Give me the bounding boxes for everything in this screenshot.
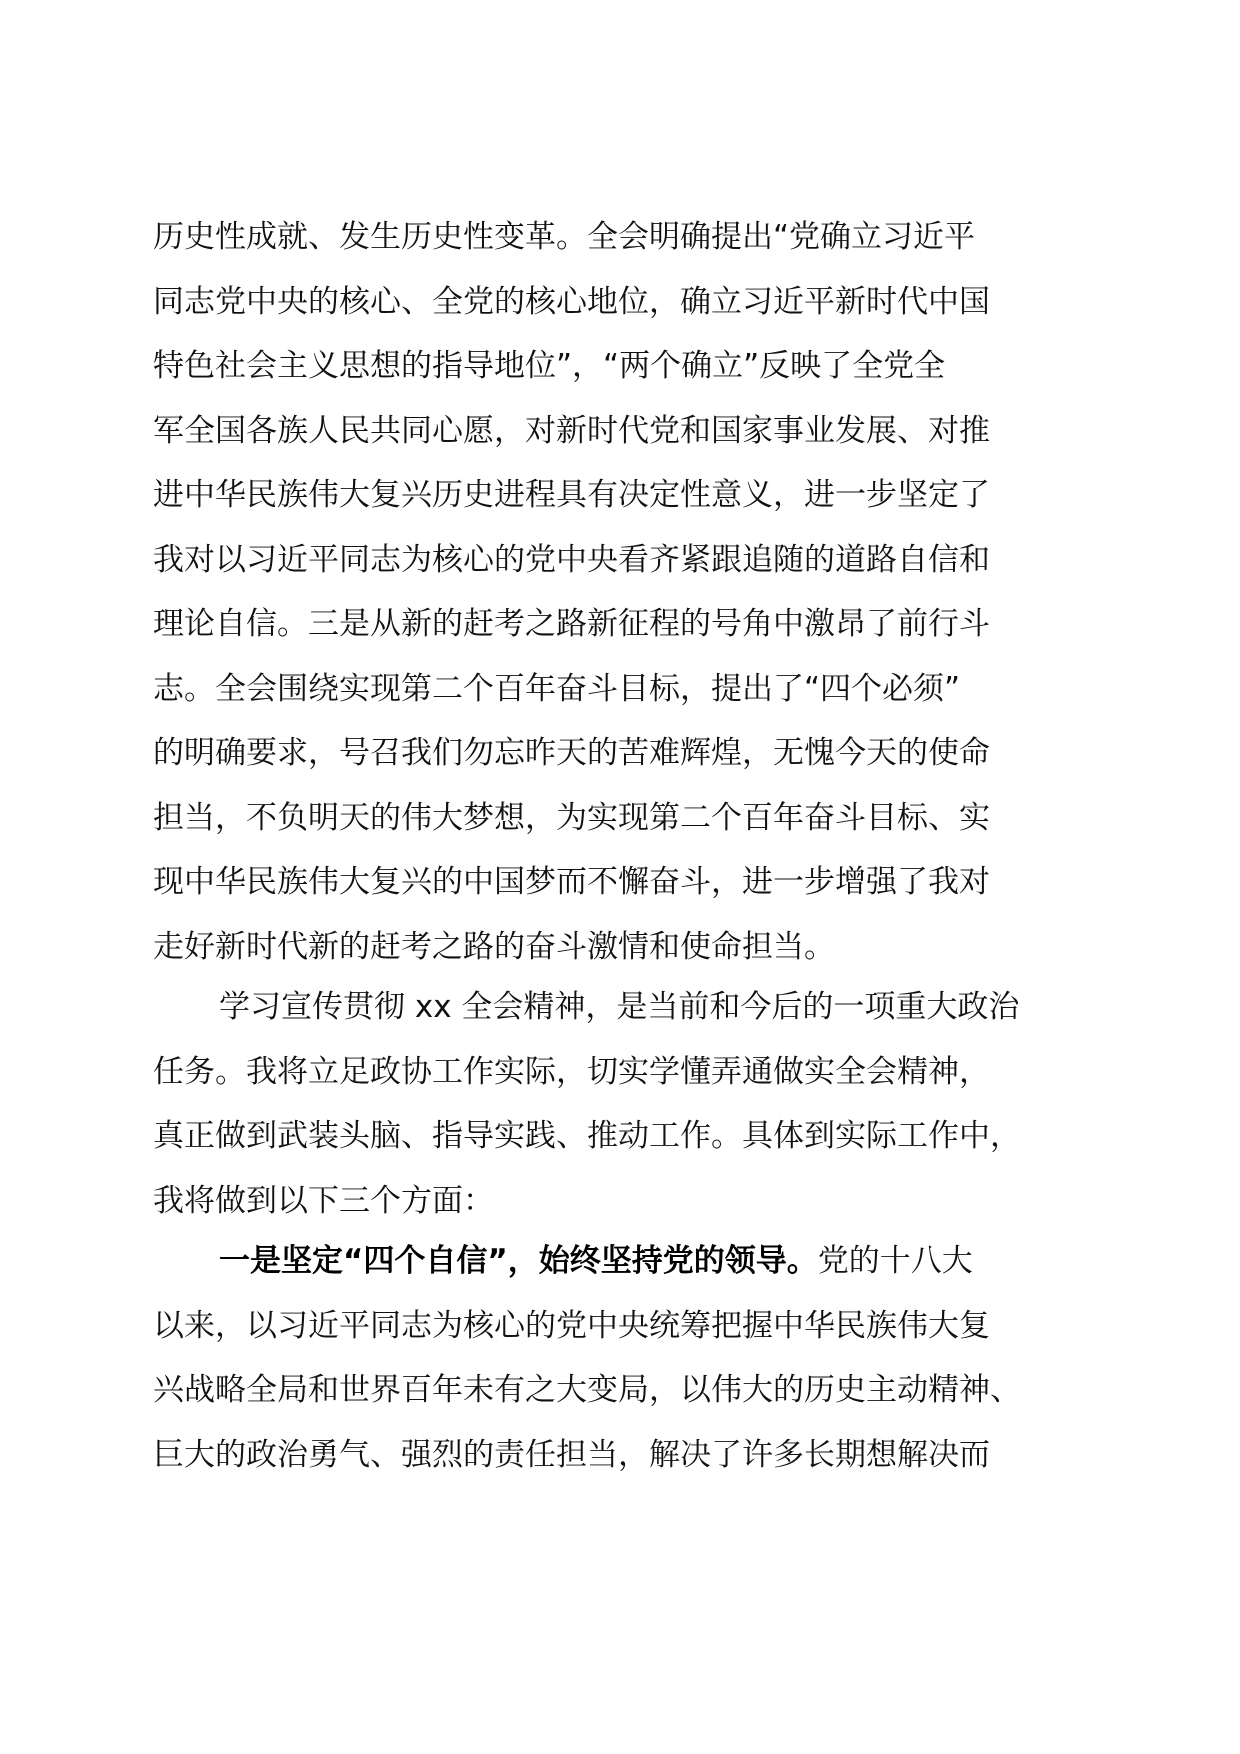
text-line: 同志党中央的核心、全党的核心地位，确立习近平新时代中国 bbox=[153, 283, 990, 320]
text-line: 军全国各族人民共同心愿，对新时代党和国家事业发展、对推 bbox=[153, 412, 990, 449]
text-line: 进中华民族伟大复兴历史进程具有决定性意义，进一步坚定了 bbox=[153, 477, 990, 513]
text-line: 学习宣传贯彻 xx 全会精神，是当前和今后的一项重大政治 bbox=[219, 989, 1020, 1025]
text-line: 特色社会主义思想的指导地位”，“两个确立”反映了全党全 bbox=[153, 348, 946, 384]
paragraph-3 bbox=[153, 1229, 1093, 1487]
document-body bbox=[153, 205, 1093, 1487]
text-line: 历史性成就、发生历史性变革。全会明确提出“党确立习近平 bbox=[153, 219, 976, 255]
text-line: 任务。我将立足政协工作实际，切实学懂弄通做实全会精神， bbox=[153, 1053, 990, 1090]
paragraph-1 bbox=[153, 205, 1093, 979]
text-line: 以来，以习近平同志为核心的党中央统筹把握中华民族伟大复 bbox=[153, 1307, 990, 1344]
text-line: 真正做到武装头脑、指导实践、推动工作。具体到实际工作中， bbox=[153, 1118, 1021, 1154]
text-line: 我将做到以下三个方面： bbox=[153, 1182, 494, 1219]
text-line: 走好新时代新的赶考之路的奋斗激情和使命担当。 bbox=[153, 928, 835, 965]
bold-lead-heading: 一是坚定“四个自信”，始终坚持党的领导。 bbox=[219, 1243, 818, 1279]
text-line: 我对以习近平同志为核心的党中央看齐紧跟追随的道路自信和 bbox=[153, 541, 990, 578]
text-line: 志。全会围绕实现第二个百年奋斗目标，提出了“四个必须” bbox=[153, 670, 961, 707]
paragraph-2 bbox=[153, 975, 1093, 1233]
text-run: 党的十八大 bbox=[817, 1243, 973, 1279]
text-line: 兴战略全局和世界百年未有之大变局，以伟大的历史主动精神、 bbox=[153, 1372, 1021, 1408]
text-line: 巨大的政治勇气、强烈的责任担当，解决了许多长期想解决而 bbox=[153, 1436, 990, 1473]
text-line: 担当，不负明天的伟大梦想，为实现第二个百年奋斗目标、实 bbox=[153, 799, 990, 836]
text-line: 理论自信。三是从新的赶考之路新征程的号角中激昂了前行斗 bbox=[153, 606, 990, 642]
text-line: 现中华民族伟大复兴的中国梦而不懈奋斗，进一步增强了我对 bbox=[153, 864, 990, 900]
text-line bbox=[153, 1229, 1093, 1294]
text-line: 的明确要求，号召我们勿忘昨天的苦难辉煌，无愧今天的使命 bbox=[153, 735, 990, 771]
